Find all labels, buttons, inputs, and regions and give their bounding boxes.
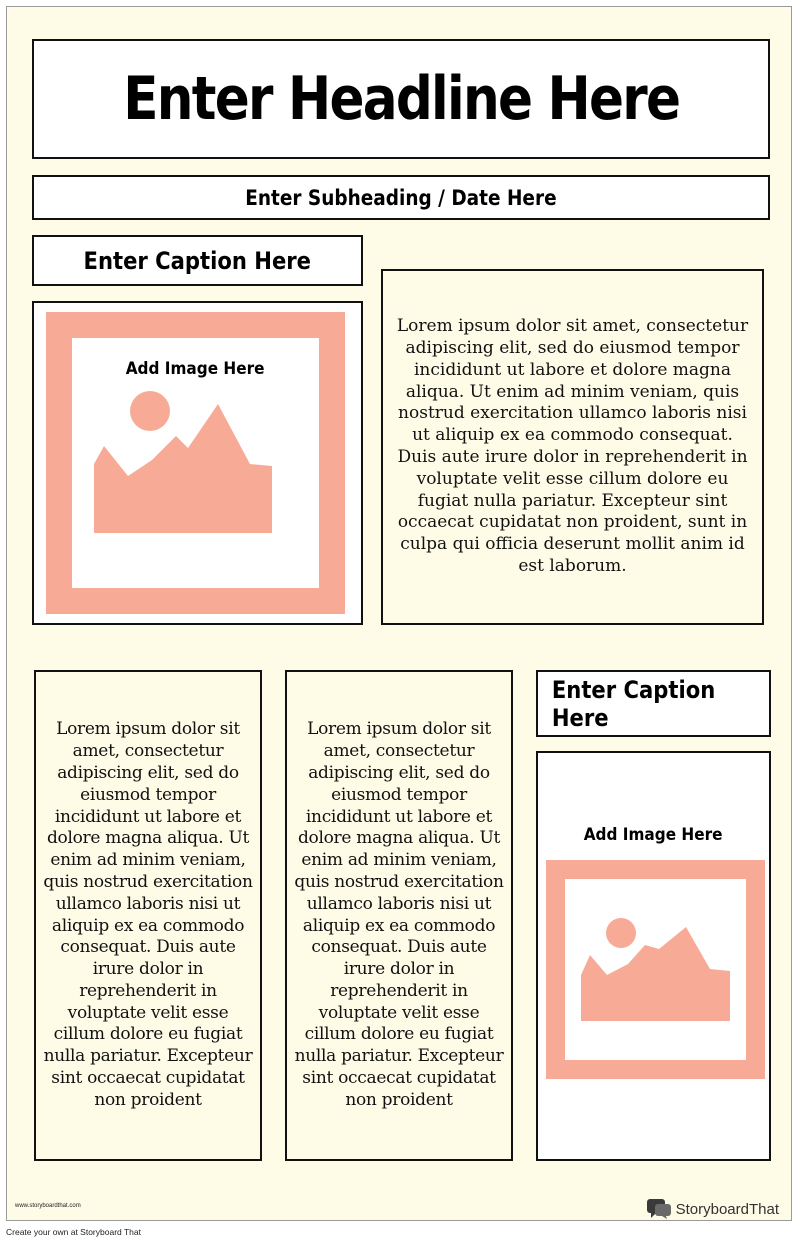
headline-text: Enter Headline Here bbox=[122, 64, 680, 134]
brand-logo[interactable] bbox=[646, 1198, 779, 1220]
image-right-box[interactable] bbox=[536, 751, 771, 1161]
image-top-placeholder bbox=[46, 312, 345, 614]
mountain-image-icon bbox=[72, 338, 319, 588]
image-right-placeholder bbox=[546, 860, 765, 1079]
subheading-text: Enter Subheading / Date Here bbox=[245, 185, 557, 210]
create-your-own-link[interactable]: Create your own at Storyboard That bbox=[6, 1227, 141, 1237]
mountain-image-icon bbox=[565, 879, 746, 1060]
speech-bubble-icon bbox=[646, 1198, 672, 1220]
text-main-box[interactable] bbox=[381, 269, 764, 625]
text-col-1-box[interactable] bbox=[34, 670, 262, 1161]
text-col-2: Lorem ipsum dolor sit amet, consectetur adipiscing elit, sed do eiusmod tempor incididunt ut labore et dolore magna aliqua. Ut enim ad minim veniam, quis nostrud exercitation ullamco laboris nisi ut aliquip ex ea commodo consequat. Duis aute irure dolor in reprehenderit in voluptate velit esse cillum dolore eu fugiat nulla pariatur. Excepteur sint occaecat cupidatat non proident bbox=[294, 719, 504, 1110]
footer-url[interactable]: www.storyboardthat.com bbox=[15, 1203, 81, 1209]
headline-box[interactable] bbox=[32, 39, 770, 159]
caption-top-box[interactable] bbox=[32, 235, 363, 286]
caption-top-text: Enter Caption Here bbox=[83, 246, 312, 275]
image-top-label: Add Image Here bbox=[126, 359, 265, 379]
brand-name: StoryboardThat bbox=[675, 1200, 779, 1218]
subheading-box[interactable] bbox=[32, 175, 770, 220]
caption-right-text: Enter Caption Here bbox=[551, 675, 716, 732]
text-col-1: Lorem ipsum dolor sit amet, consectetur adipiscing elit, sed do eiusmod tempor incididunt ut labore et dolore magna aliqua. Ut enim ad minim veniam, quis nostrud exercitation ullamco laboris nisi ut aliquip ex ea commodo consequat. Duis aute irure dolor in reprehenderit in voluptate velit esse cillum dolore eu fugiat nulla pariatur. Excepteur sint occaecat cupidatat non proident bbox=[43, 719, 253, 1110]
caption-right-box[interactable] bbox=[536, 670, 771, 737]
text-col-2-box[interactable] bbox=[285, 670, 513, 1161]
image-top-box[interactable] bbox=[32, 301, 363, 625]
image-right-label: Add Image Here bbox=[584, 825, 723, 845]
text-main: Lorem ipsum dolor sit amet, consectetur adipiscing elit, sed do eiusmod tempor incididunt ut labore et dolore magna aliqua. Ut enim ad minim veniam, quis nostrud exercitation ullamco laboris nisi ut aliquip ex ea commodo consequat. Duis aute irure dolor in reprehenderit in voluptate velit esse cillum dolore eu fugiat nulla pariatur. Excepteur sint occaecat cupidatat non proident, sunt in culpa qui officia deserunt mollit anim id est laborum. bbox=[396, 316, 749, 576]
poster-page bbox=[6, 6, 792, 1221]
